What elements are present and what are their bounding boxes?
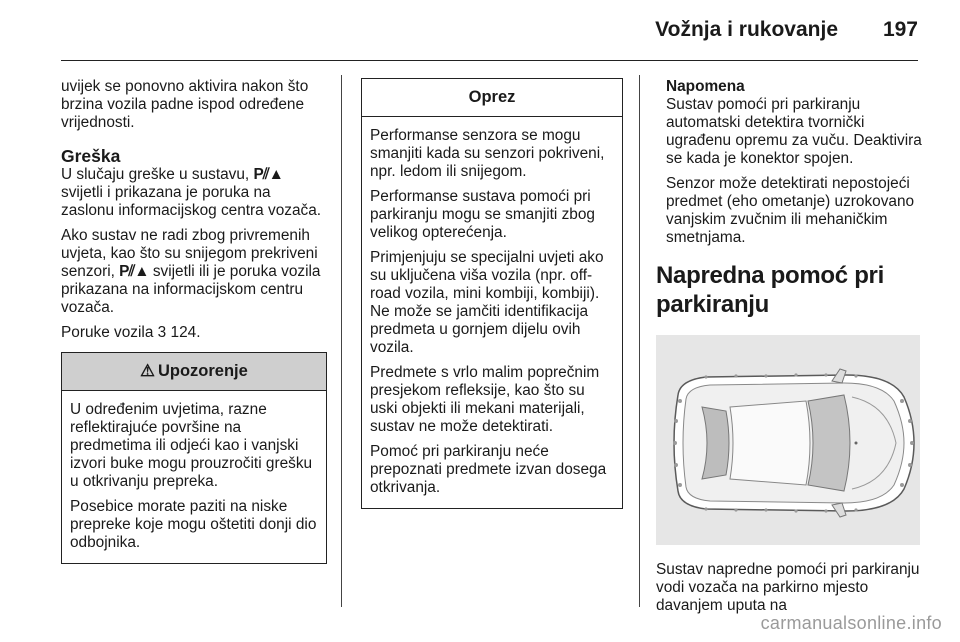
- note-text: Sustav pomoći pri parkiranju automatski detektira tvornički ugrađenu opremu za vuču. Deaktivira se kada je konektor spojen.: [666, 96, 922, 167]
- parking-assist-symbol: P⫽▲: [119, 263, 149, 280]
- section-heading-fault: Greška: [61, 146, 121, 166]
- column-middle: [361, 78, 623, 509]
- column-divider: [341, 75, 342, 607]
- note-label: Napomena: [666, 78, 745, 95]
- caution-text: Performanse sustava pomoći pri parkiranju mogu se smanjiti zbog velikog opterećenja.: [370, 188, 595, 241]
- car-sensor-illustration: [656, 335, 920, 545]
- note-text: Senzor može detektirati nepostojeći predmet (eho ometanje) uzrokovano vanjskim zvučnim ili mehaničkim smetnjama.: [666, 175, 915, 246]
- warning-box: [61, 352, 327, 564]
- page-header-title: Vožnja i rukovanje: [655, 18, 838, 41]
- parking-assist-symbol: P⫽▲: [253, 166, 283, 183]
- caution-text: Pomoć pri parkiranju neće prepoznati predmete izvan dosega otkrivanja.: [370, 443, 607, 496]
- caution-text: Primjenjuju se specijalni uvjeti ako su uključena viša vozila (npr. off-road vozila, mini kombiji, kombiji). Ne može se jamčiti identifikacija predmeta u gornjem dijelu ovih vozila.: [370, 249, 604, 356]
- warning-text: U određenim uvjetima, razne reflektirajuće površine na predmetima ili odjeći kao i vanjski izvori buke mogu prouzročiti grešku u otkrivanju prepreka.: [70, 401, 313, 490]
- paragraph: Sustav napredne pomoći pri parkiranju vodi vozača na parkirno mjesto davanjem uputa na: [656, 561, 920, 614]
- section-heading-advanced-park-assist: Napredna pomoć pri parkiranju: [656, 262, 884, 318]
- header-rule: [61, 60, 918, 61]
- paragraph: uvijek se ponovno aktivira nakon što brzina vozila padne ispod određene vrijednosti.: [61, 78, 309, 131]
- caution-box: [361, 78, 623, 509]
- column-right: [656, 78, 922, 622]
- paragraph: U slučaju greške u sustavu, P⫽▲ svijetli i prikazana je poruka na zaslonu informacijskog centra vozača.: [61, 166, 322, 219]
- caution-text: Performanse senzora se mogu smanjiti kada su senzori pokriveni, npr. ledom ili snijegom.: [370, 127, 605, 180]
- watermark: carmanualsonline.info: [760, 613, 942, 633]
- warning-text: Posebice morate paziti na niske prepreke koje mogu oštetiti donji dio odbojnika.: [70, 498, 317, 551]
- column-left: [61, 78, 327, 564]
- note-block: [666, 78, 922, 247]
- column-divider: [639, 75, 640, 607]
- page-reference-icon[interactable]: 3: [157, 324, 167, 341]
- page-number: 197: [882, 18, 918, 41]
- paragraph: Poruke vozila 3 124.: [61, 324, 201, 341]
- car-top-view-icon: [656, 335, 920, 545]
- warning-box-title: ⚠ Upozorenje: [62, 353, 326, 391]
- caution-box-title: Oprez: [362, 79, 622, 117]
- caution-text: Predmete s vrlo malim poprečnim presjekom refleksije, kao što su uski objekti ili mekani materijali, sustav ne može detektirati.: [370, 364, 600, 435]
- paragraph: Ako sustav ne radi zbog privremenih uvjeta, kao što su snijegom prekriveni senzori, P⫽▲ svijetli ili je poruka vozila prikazana na informacijskom centru vozača.: [61, 227, 321, 316]
- warning-triangle-icon: ⚠: [140, 362, 155, 380]
